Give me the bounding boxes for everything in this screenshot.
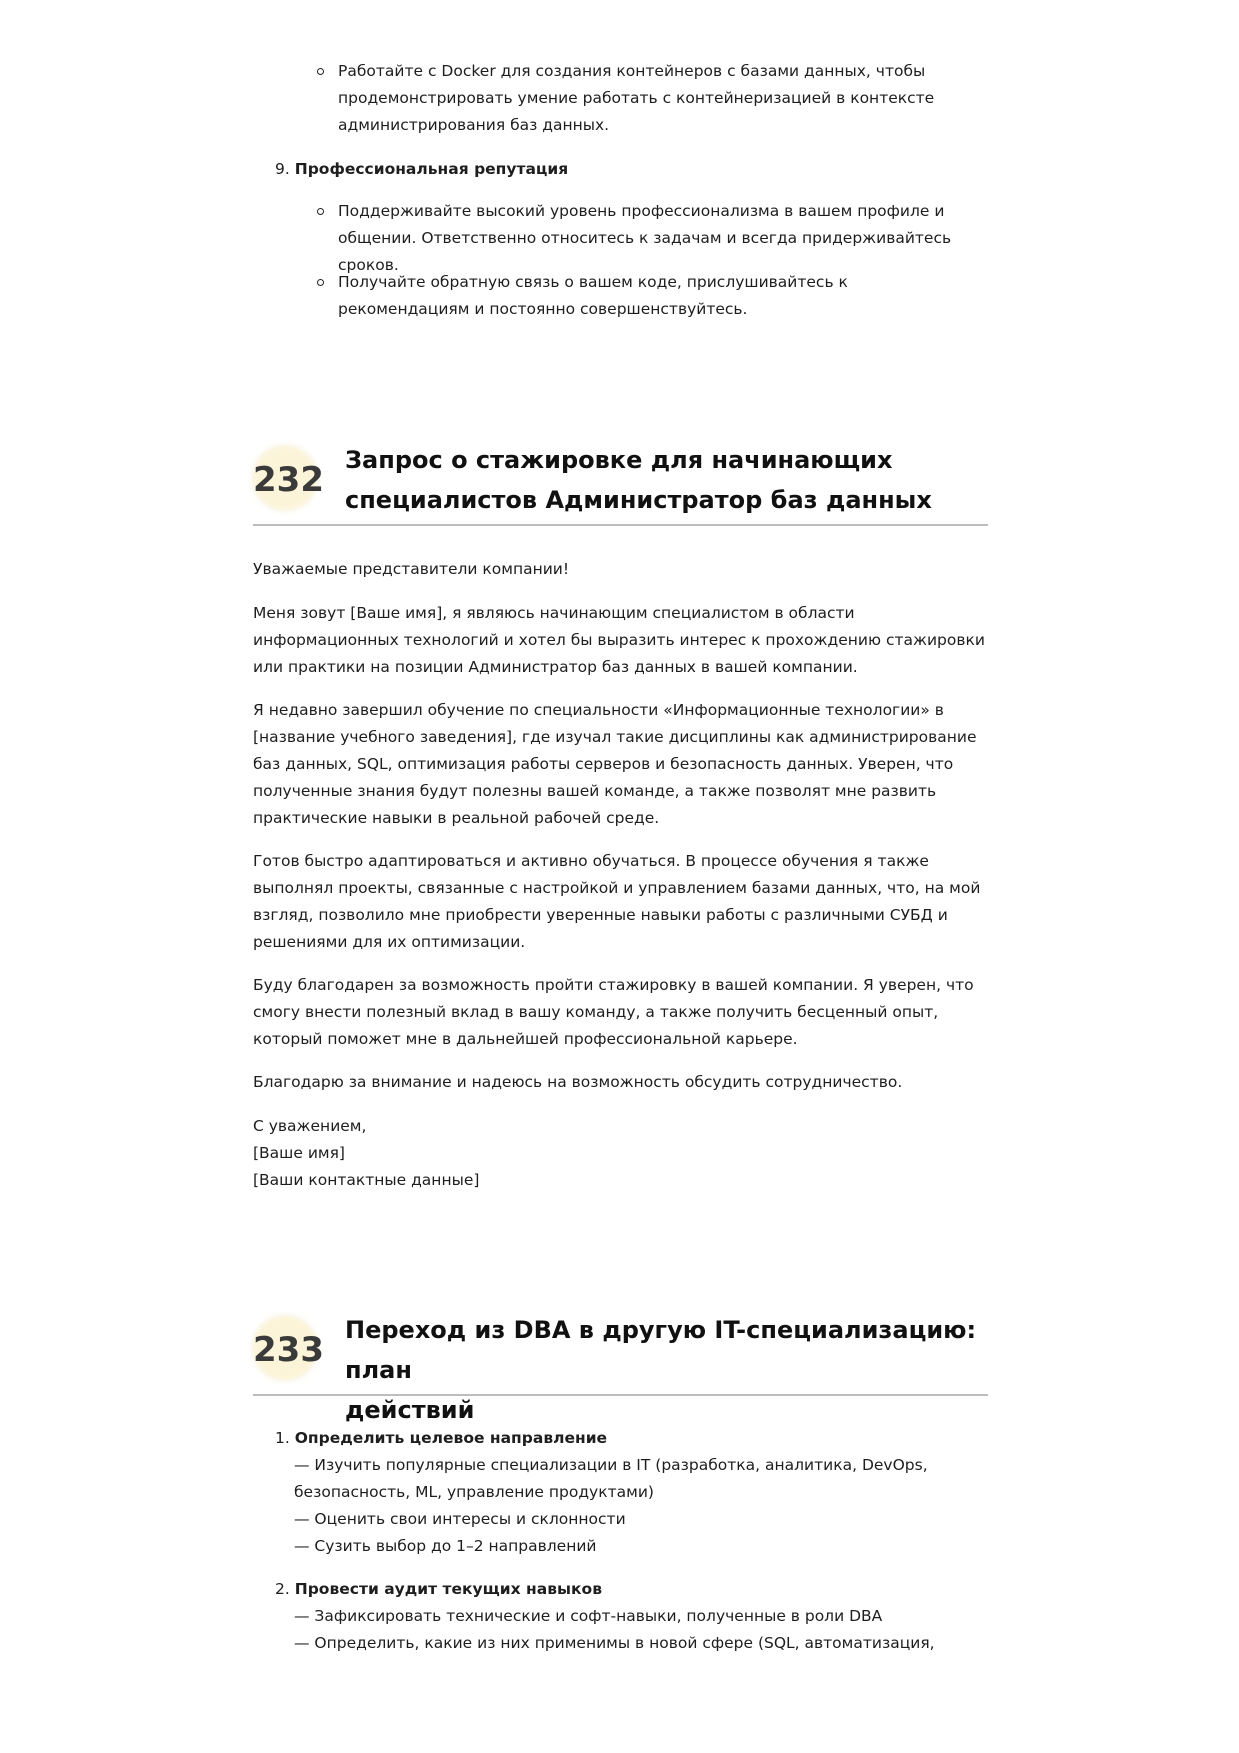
signature-line: [Ваше имя] [253,1144,345,1162]
numbered-item-9 [275,156,995,183]
item-number: 9. [275,160,290,178]
greeting: Уважаемые представители компании! [253,560,570,578]
section-title [345,1310,985,1430]
item-line: — Зафиксировать технические и софт-навыки, полученные в роли DBA [294,1607,883,1625]
circle-bullet-icon [317,208,324,215]
item-number: 1. [275,1429,290,1447]
paragraph: Готов быстро адаптироваться и активно обучаться. В процессе обучения я также выполнял проекты, связанные с настройкой и управлением базами данных, что, на мой взгляд, позволило мне приобрести уверенные навыки работы с различными СУБД и решениями для их оптимизации. [253,852,981,951]
bullet-text: Получайте обратную связь о вашем коде, прислушивайтесь к рекомендациям и постоянно совершенствуйтесь. [338,273,848,318]
item-line: — Изучить популярные специализации в IT (разработка, аналитика, DevOps, [294,1456,928,1474]
item-line: — Определить, какие из них применимы в новой сфере (SQL, автоматизация, [294,1634,935,1652]
section-number-badge [253,446,324,510]
title-line: действий [345,1396,475,1424]
section-title [345,440,985,520]
list-item [338,58,978,139]
signature-line: [Ваши контактные данные] [253,1171,480,1189]
title-line: специалистов Администратор баз данных [345,486,932,514]
numbered-item-2 [275,1576,995,1657]
paragraph: Благодарю за внимание и надеюсь на возможность обсудить сотрудничество. [253,1073,903,1091]
section-number: 232 [253,460,324,500]
bullet-text: Работайте с Docker для создания контейнеров с базами данных, чтобы продемонстрировать умение работать с контейнеризацией в контексте администрирования баз данных. [338,62,935,134]
section-divider [253,524,988,526]
item-title: Провести аудит текущих навыков [294,1580,603,1598]
signature-line: С уважением, [253,1117,367,1135]
numbered-item-1 [275,1425,995,1560]
item-title: Профессиональная репутация [294,160,569,178]
item-line: безопасность, ML, управление продуктами) [294,1483,654,1501]
item-line: — Сузить выбор до 1–2 направлений [294,1537,597,1555]
section-number: 233 [253,1330,324,1370]
item-title: Определить целевое направление [294,1429,608,1447]
section-divider [253,1394,988,1396]
item-line: — Оценить свои интересы и склонности [294,1510,626,1528]
title-line: Запрос о стажировке для начинающих [345,446,893,474]
bullet-text: Поддерживайте высокий уровень профессионализма в вашем профиле и общении. Ответственно относитесь к задачам и всегда придерживайтесь сроков. [338,202,952,274]
circle-bullet-icon [317,279,324,286]
paragraph: Меня зовут [Ваше имя], я являюсь начинающим специалистом в области информационных технологий и хотел бы выразить интерес к прохождению стажировки или практики на позиции Администратор баз данных в вашей компании. [253,604,985,676]
paragraph: Я недавно завершил обучение по специальности «Информационные технологии» в [название учебного заведения], где изучал такие дисциплины как администрирование баз данных, SQL, оптимизация работы серверов и безопасность данных. Уверен, что полученные знания будут полезны вашей команде, а также позволят мне развить практические навыки в реальной рабочей среде. [253,701,977,827]
signature [253,1113,993,1194]
list-item [338,198,978,279]
title-line: Переход из DBA в другую IT-специализацию: план [345,1316,977,1384]
item-number: 2. [275,1580,290,1598]
section-number-badge [253,1316,324,1380]
paragraph: Буду благодарен за возможность пройти стажировку в вашей компании. Я уверен, что смогу внести полезный вклад в вашу команду, а также получить бесценный опыт, который поможет мне в дальнейшей профессиональной карьере. [253,976,974,1048]
list-item [338,269,978,323]
circle-bullet-icon [317,68,324,75]
